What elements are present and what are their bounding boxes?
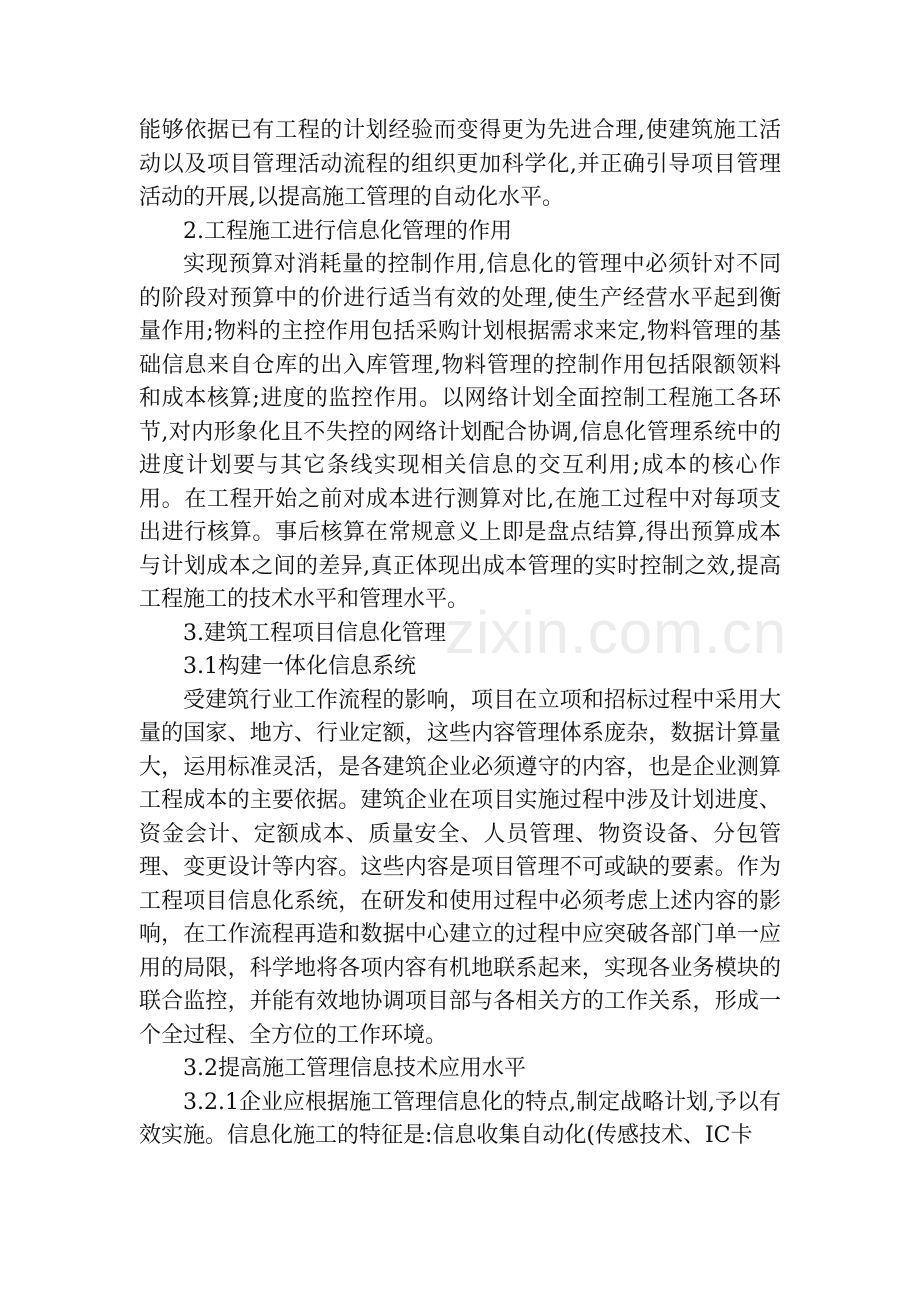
section-heading-3-2: 3.2提高施工管理信息技术应用水平 — [183, 1056, 526, 1081]
watermark-text: zixin.com.cn — [445, 599, 788, 666]
section-heading-3-1: 3.1构建一体化信息系统 — [183, 654, 416, 679]
section-heading-3: 3.建筑工程项目信息化管理 — [183, 620, 446, 646]
paragraph-section-3-2-1: 3.2.1企业应根据施工管理信息化的特点,制定战略计划,予以有效实施。信息化施工的特征是:信息收集自动化(传感技术、IC卡 — [139, 1089, 781, 1148]
paragraph-section-2: 实现预算对消耗量的控制作用,信息化的管理中必须针对不同的阶段对预算中的价进行适当有效的处理,使生产经营水平起到衡量作用;物料的主控作用包括采购计划根据需求来定,物料管理的基础信息来自仓库的出入库管理,物料管理的控制作用包括限额领料和成本核算;进度的监控作用。以网络计划全面控制工程施工各环节,对内形象化且不失控的网络计划配合协调,信息化管理系统中的进度计划要与其它条线实现相关信息的交互利用;成本的核心作用。在工程开始之前对成本进行测算对比,在施工过程中对每项支出进行核算。事后核算在常规意义上即是盘点结算,得出预算成本与计划成本之间的差异,真正体现出成本管理的实时控制之效,提高工程施工的技术水平和管理水平。 — [139, 252, 781, 612]
paragraph-section-3-1: 受建筑行业工作流程的影响，项目在立项和招标过程中采用大量的国家、地方、行业定额，这些内容管理体系庞杂，数据计算量大，运用标准灵活，是各建筑企业必须遵守的内容，也是企业测算工程成本的主要依据。建筑企业在项目实施过程中涉及计划进度、资金会计、定额成本、质量安全、人员管理、物资设备、分包管理、变更设计等内容。这些内容是项目管理不可或缺的要素。作为工程项目信息化系统，在研发和使用过程中必须考虑上述内容的影响，在工作流程再造和数据中心建立的过程中应突破各部门单一应用的局限，科学地将各项内容有机地联系起来，实现各业务模块的联合监控，并能有效地协调项目部与各相关方的工作关系，形成一个全过程、全方位的工作环境。 — [139, 687, 781, 1048]
document-page — [139, 114, 781, 1153]
paragraph-intro: 能够依据已有工程的计划经验而变得更为先进合理,使建筑施工活动以及项目管理活动流程的组织更加科学化,并正确引导项目管理活动的开展,以提高施工管理的自动化水平。 — [139, 118, 781, 210]
section-heading-2: 2.工程施工进行信息化管理的作用 — [183, 218, 512, 244]
